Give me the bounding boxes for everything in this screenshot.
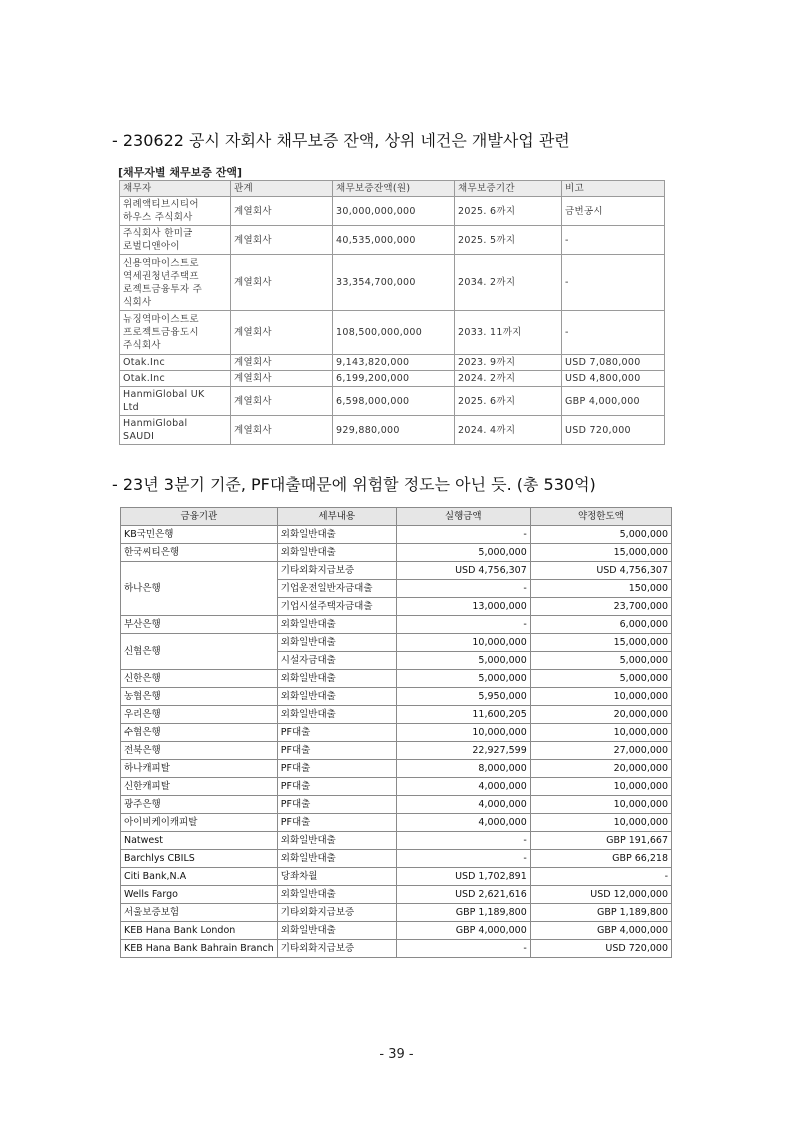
table-row	[121, 616, 672, 634]
table-cell: 계열회사	[231, 355, 333, 371]
bank-name-cell: 하나은행	[121, 562, 278, 616]
credit-limit-cell: 10,000,000	[530, 778, 671, 796]
bank-name-cell: 신한은행	[121, 670, 278, 688]
table-cell: 계열회사	[231, 255, 333, 311]
loan-table	[120, 507, 672, 958]
loan-type-cell: 기업운전일반자금대출	[277, 580, 396, 598]
bank-name-cell: 한국씨티은행	[121, 544, 278, 562]
loan-type-cell: 외화일반대출	[277, 526, 396, 544]
bank-name-cell: Barchlys CBILS	[121, 850, 278, 868]
credit-limit-cell: 27,000,000	[530, 742, 671, 760]
loan-type-cell: PF대출	[277, 796, 396, 814]
credit-limit-cell: 10,000,000	[530, 724, 671, 742]
table-row	[120, 387, 665, 416]
table-cell: GBP 4,000,000	[562, 387, 665, 416]
loan-type-cell: PF대출	[277, 778, 396, 796]
credit-limit-cell: 10,000,000	[530, 688, 671, 706]
executed-amount-cell: 22,927,599	[396, 742, 530, 760]
bank-name-cell: Citi Bank,N.A	[121, 868, 278, 886]
column-header: 채무보증기간	[455, 181, 562, 197]
table-cell: 위례액티브시티어 하우스 주식회사	[120, 197, 231, 226]
table-row	[121, 850, 672, 868]
table-row	[121, 706, 672, 724]
bank-name-cell: Natwest	[121, 832, 278, 850]
credit-limit-cell: GBP 1,189,800	[530, 904, 671, 922]
bank-name-cell: 신한캐피탈	[121, 778, 278, 796]
executed-amount-cell: USD 1,702,891	[396, 868, 530, 886]
executed-amount-cell: 4,000,000	[396, 814, 530, 832]
loan-type-cell: 외화일반대출	[277, 886, 396, 904]
table-row	[121, 670, 672, 688]
loan-type-cell: PF대출	[277, 724, 396, 742]
table-cell: HanmiGlobal UK Ltd	[120, 387, 231, 416]
executed-amount-cell: -	[396, 940, 530, 958]
page-number: - 39 -	[379, 1047, 414, 1062]
table-cell: 2023. 9까지	[455, 355, 562, 371]
loan-type-cell: 외화일반대출	[277, 706, 396, 724]
table-cell: 계열회사	[231, 197, 333, 226]
table-row	[121, 832, 672, 850]
table-row	[120, 355, 665, 371]
table-row	[121, 796, 672, 814]
bank-name-cell: 신협은행	[121, 634, 278, 670]
table-cell: 2024. 4까지	[455, 416, 562, 445]
executed-amount-cell: -	[396, 832, 530, 850]
table-row	[120, 416, 665, 445]
loan-type-cell: 외화일반대출	[277, 670, 396, 688]
credit-limit-cell: 5,000,000	[530, 652, 671, 670]
table-row	[121, 688, 672, 706]
loan-type-cell: 기타외화지급보증	[277, 562, 396, 580]
executed-amount-cell: -	[396, 616, 530, 634]
bank-name-cell: 우리은행	[121, 706, 278, 724]
table-cell: 신용역마이스트로 역세권청년주택프 로젝트금융투자 주 식회사	[120, 255, 231, 311]
bank-name-cell: 수협은행	[121, 724, 278, 742]
table-cell: 2033. 11까지	[455, 311, 562, 355]
executed-amount-cell: 13,000,000	[396, 598, 530, 616]
table-cell: 계열회사	[231, 226, 333, 255]
table-row	[121, 562, 672, 580]
bank-name-cell: 농협은행	[121, 688, 278, 706]
column-header: 실행금액	[396, 508, 530, 526]
table-row	[121, 526, 672, 544]
table-cell: 2024. 2까지	[455, 371, 562, 387]
loan-type-cell: 외화일반대출	[277, 616, 396, 634]
table-cell: -	[562, 255, 665, 311]
bank-name-cell: 전북은행	[121, 742, 278, 760]
table-cell: 계열회사	[231, 387, 333, 416]
column-header: 관계	[231, 181, 333, 197]
table-cell: HanmiGlobal SAUDI	[120, 416, 231, 445]
column-header: 채무자	[120, 181, 231, 197]
loan-type-cell: PF대출	[277, 814, 396, 832]
bank-name-cell: Wells Fargo	[121, 886, 278, 904]
bank-name-cell: 아이비케이캐피탈	[121, 814, 278, 832]
executed-amount-cell: GBP 1,189,800	[396, 904, 530, 922]
loan-type-cell: 당좌차월	[277, 868, 396, 886]
table-row	[121, 886, 672, 904]
table-cell: 뉴징역마이스트로 프로젝트금융도시 주식회사	[120, 311, 231, 355]
loan-type-cell: 외화일반대출	[277, 688, 396, 706]
executed-amount-cell: 5,000,000	[396, 544, 530, 562]
table-cell: 금번공시	[562, 197, 665, 226]
credit-limit-cell: 10,000,000	[530, 814, 671, 832]
bank-name-cell: KEB Hana Bank Bahrain Branch	[121, 940, 278, 958]
table-cell: 계열회사	[231, 416, 333, 445]
loan-type-cell: PF대출	[277, 760, 396, 778]
executed-amount-cell: -	[396, 580, 530, 598]
executed-amount-cell: 5,950,000	[396, 688, 530, 706]
table-cell: 주식회사 한미글 로벌디앤아이	[120, 226, 231, 255]
loan-type-cell: 외화일반대출	[277, 634, 396, 652]
table-cell: -	[562, 226, 665, 255]
table-cell: 6,199,200,000	[333, 371, 455, 387]
table-cell: -	[562, 311, 665, 355]
table-row	[121, 544, 672, 562]
credit-limit-cell: GBP 4,000,000	[530, 922, 671, 940]
executed-amount-cell: 4,000,000	[396, 796, 530, 814]
section-heading-guarantees: - 230622 공시 자회사 채무보증 잔액, 상위 네건은 개발사업 관련	[112, 131, 570, 150]
bank-name-cell: 하나캐피탈	[121, 760, 278, 778]
guarantee-table	[119, 180, 665, 445]
table-cell: 계열회사	[231, 371, 333, 387]
table-caption: [채무자별 채무보증 잔액]	[118, 166, 242, 179]
table-row	[120, 197, 665, 226]
loan-type-cell: 외화일반대출	[277, 850, 396, 868]
table-cell: USD 720,000	[562, 416, 665, 445]
loan-type-cell: 시설자금대출	[277, 652, 396, 670]
table-row	[121, 742, 672, 760]
bank-name-cell: KB국민은행	[121, 526, 278, 544]
table-row	[121, 814, 672, 832]
table-row	[121, 922, 672, 940]
bank-name-cell: 서울보증보험	[121, 904, 278, 922]
credit-limit-cell: 15,000,000	[530, 544, 671, 562]
credit-limit-cell: 150,000	[530, 580, 671, 598]
credit-limit-cell: USD 720,000	[530, 940, 671, 958]
loan-type-cell: 기타외화지급보증	[277, 940, 396, 958]
table-header-row	[121, 508, 672, 526]
credit-limit-cell: 20,000,000	[530, 760, 671, 778]
credit-limit-cell: 15,000,000	[530, 634, 671, 652]
column-header: 채무보증잔액(원)	[333, 181, 455, 197]
table-cell: Otak.Inc	[120, 355, 231, 371]
table-row	[120, 311, 665, 355]
executed-amount-cell: 10,000,000	[396, 724, 530, 742]
table-cell: 30,000,000,000	[333, 197, 455, 226]
table-cell: 33,354,700,000	[333, 255, 455, 311]
credit-limit-cell: 23,700,000	[530, 598, 671, 616]
section-heading-loans: - 23년 3분기 기준, PF대출때문에 위험할 정도는 아닌 듯. (총 530억)	[112, 475, 596, 494]
loan-type-cell: 기타외화지급보증	[277, 904, 396, 922]
credit-limit-cell: GBP 66,218	[530, 850, 671, 868]
table-row	[121, 760, 672, 778]
table-row	[121, 940, 672, 958]
executed-amount-cell: 11,600,205	[396, 706, 530, 724]
executed-amount-cell: GBP 4,000,000	[396, 922, 530, 940]
executed-amount-cell: -	[396, 850, 530, 868]
credit-limit-cell: 10,000,000	[530, 796, 671, 814]
table-header-row	[120, 181, 665, 197]
table-cell: 2025. 6까지	[455, 387, 562, 416]
table-row	[121, 634, 672, 652]
executed-amount-cell: -	[396, 526, 530, 544]
table-cell: 2025. 5까지	[455, 226, 562, 255]
column-header: 금융기관	[121, 508, 278, 526]
table-cell: USD 7,080,000	[562, 355, 665, 371]
column-header: 세부내용	[277, 508, 396, 526]
table-row	[121, 904, 672, 922]
table-cell: 40,535,000,000	[333, 226, 455, 255]
bank-name-cell: 광주은행	[121, 796, 278, 814]
credit-limit-cell: 5,000,000	[530, 670, 671, 688]
table-cell: Otak.Inc	[120, 371, 231, 387]
credit-limit-cell: GBP 191,667	[530, 832, 671, 850]
credit-limit-cell: -	[530, 868, 671, 886]
table-row	[121, 724, 672, 742]
executed-amount-cell: 8,000,000	[396, 760, 530, 778]
table-cell: 9,143,820,000	[333, 355, 455, 371]
loan-type-cell: 외화일반대출	[277, 832, 396, 850]
executed-amount-cell: 5,000,000	[396, 670, 530, 688]
column-header: 비고	[562, 181, 665, 197]
credit-limit-cell: USD 4,756,307	[530, 562, 671, 580]
table-cell: 929,880,000	[333, 416, 455, 445]
table-cell: 2025. 6까지	[455, 197, 562, 226]
credit-limit-cell: 6,000,000	[530, 616, 671, 634]
bank-name-cell: 부산은행	[121, 616, 278, 634]
loan-type-cell: 외화일반대출	[277, 922, 396, 940]
executed-amount-cell: 4,000,000	[396, 778, 530, 796]
table-row	[120, 226, 665, 255]
loan-type-cell: 외화일반대출	[277, 544, 396, 562]
table-cell: 계열회사	[231, 311, 333, 355]
table-cell: USD 4,800,000	[562, 371, 665, 387]
table-cell: 2034. 2까지	[455, 255, 562, 311]
table-row	[121, 778, 672, 796]
table-row	[120, 371, 665, 387]
loan-type-cell: 기업시설주택자금대출	[277, 598, 396, 616]
executed-amount-cell: 5,000,000	[396, 652, 530, 670]
executed-amount-cell: 10,000,000	[396, 634, 530, 652]
loan-type-cell: PF대출	[277, 742, 396, 760]
credit-limit-cell: USD 12,000,000	[530, 886, 671, 904]
bank-name-cell: KEB Hana Bank London	[121, 922, 278, 940]
credit-limit-cell: 5,000,000	[530, 526, 671, 544]
table-cell: 108,500,000,000	[333, 311, 455, 355]
column-header: 약정한도액	[530, 508, 671, 526]
executed-amount-cell: USD 4,756,307	[396, 562, 530, 580]
table-row	[120, 255, 665, 311]
table-cell: 6,598,000,000	[333, 387, 455, 416]
executed-amount-cell: USD 2,621,616	[396, 886, 530, 904]
table-row	[121, 868, 672, 886]
credit-limit-cell: 20,000,000	[530, 706, 671, 724]
